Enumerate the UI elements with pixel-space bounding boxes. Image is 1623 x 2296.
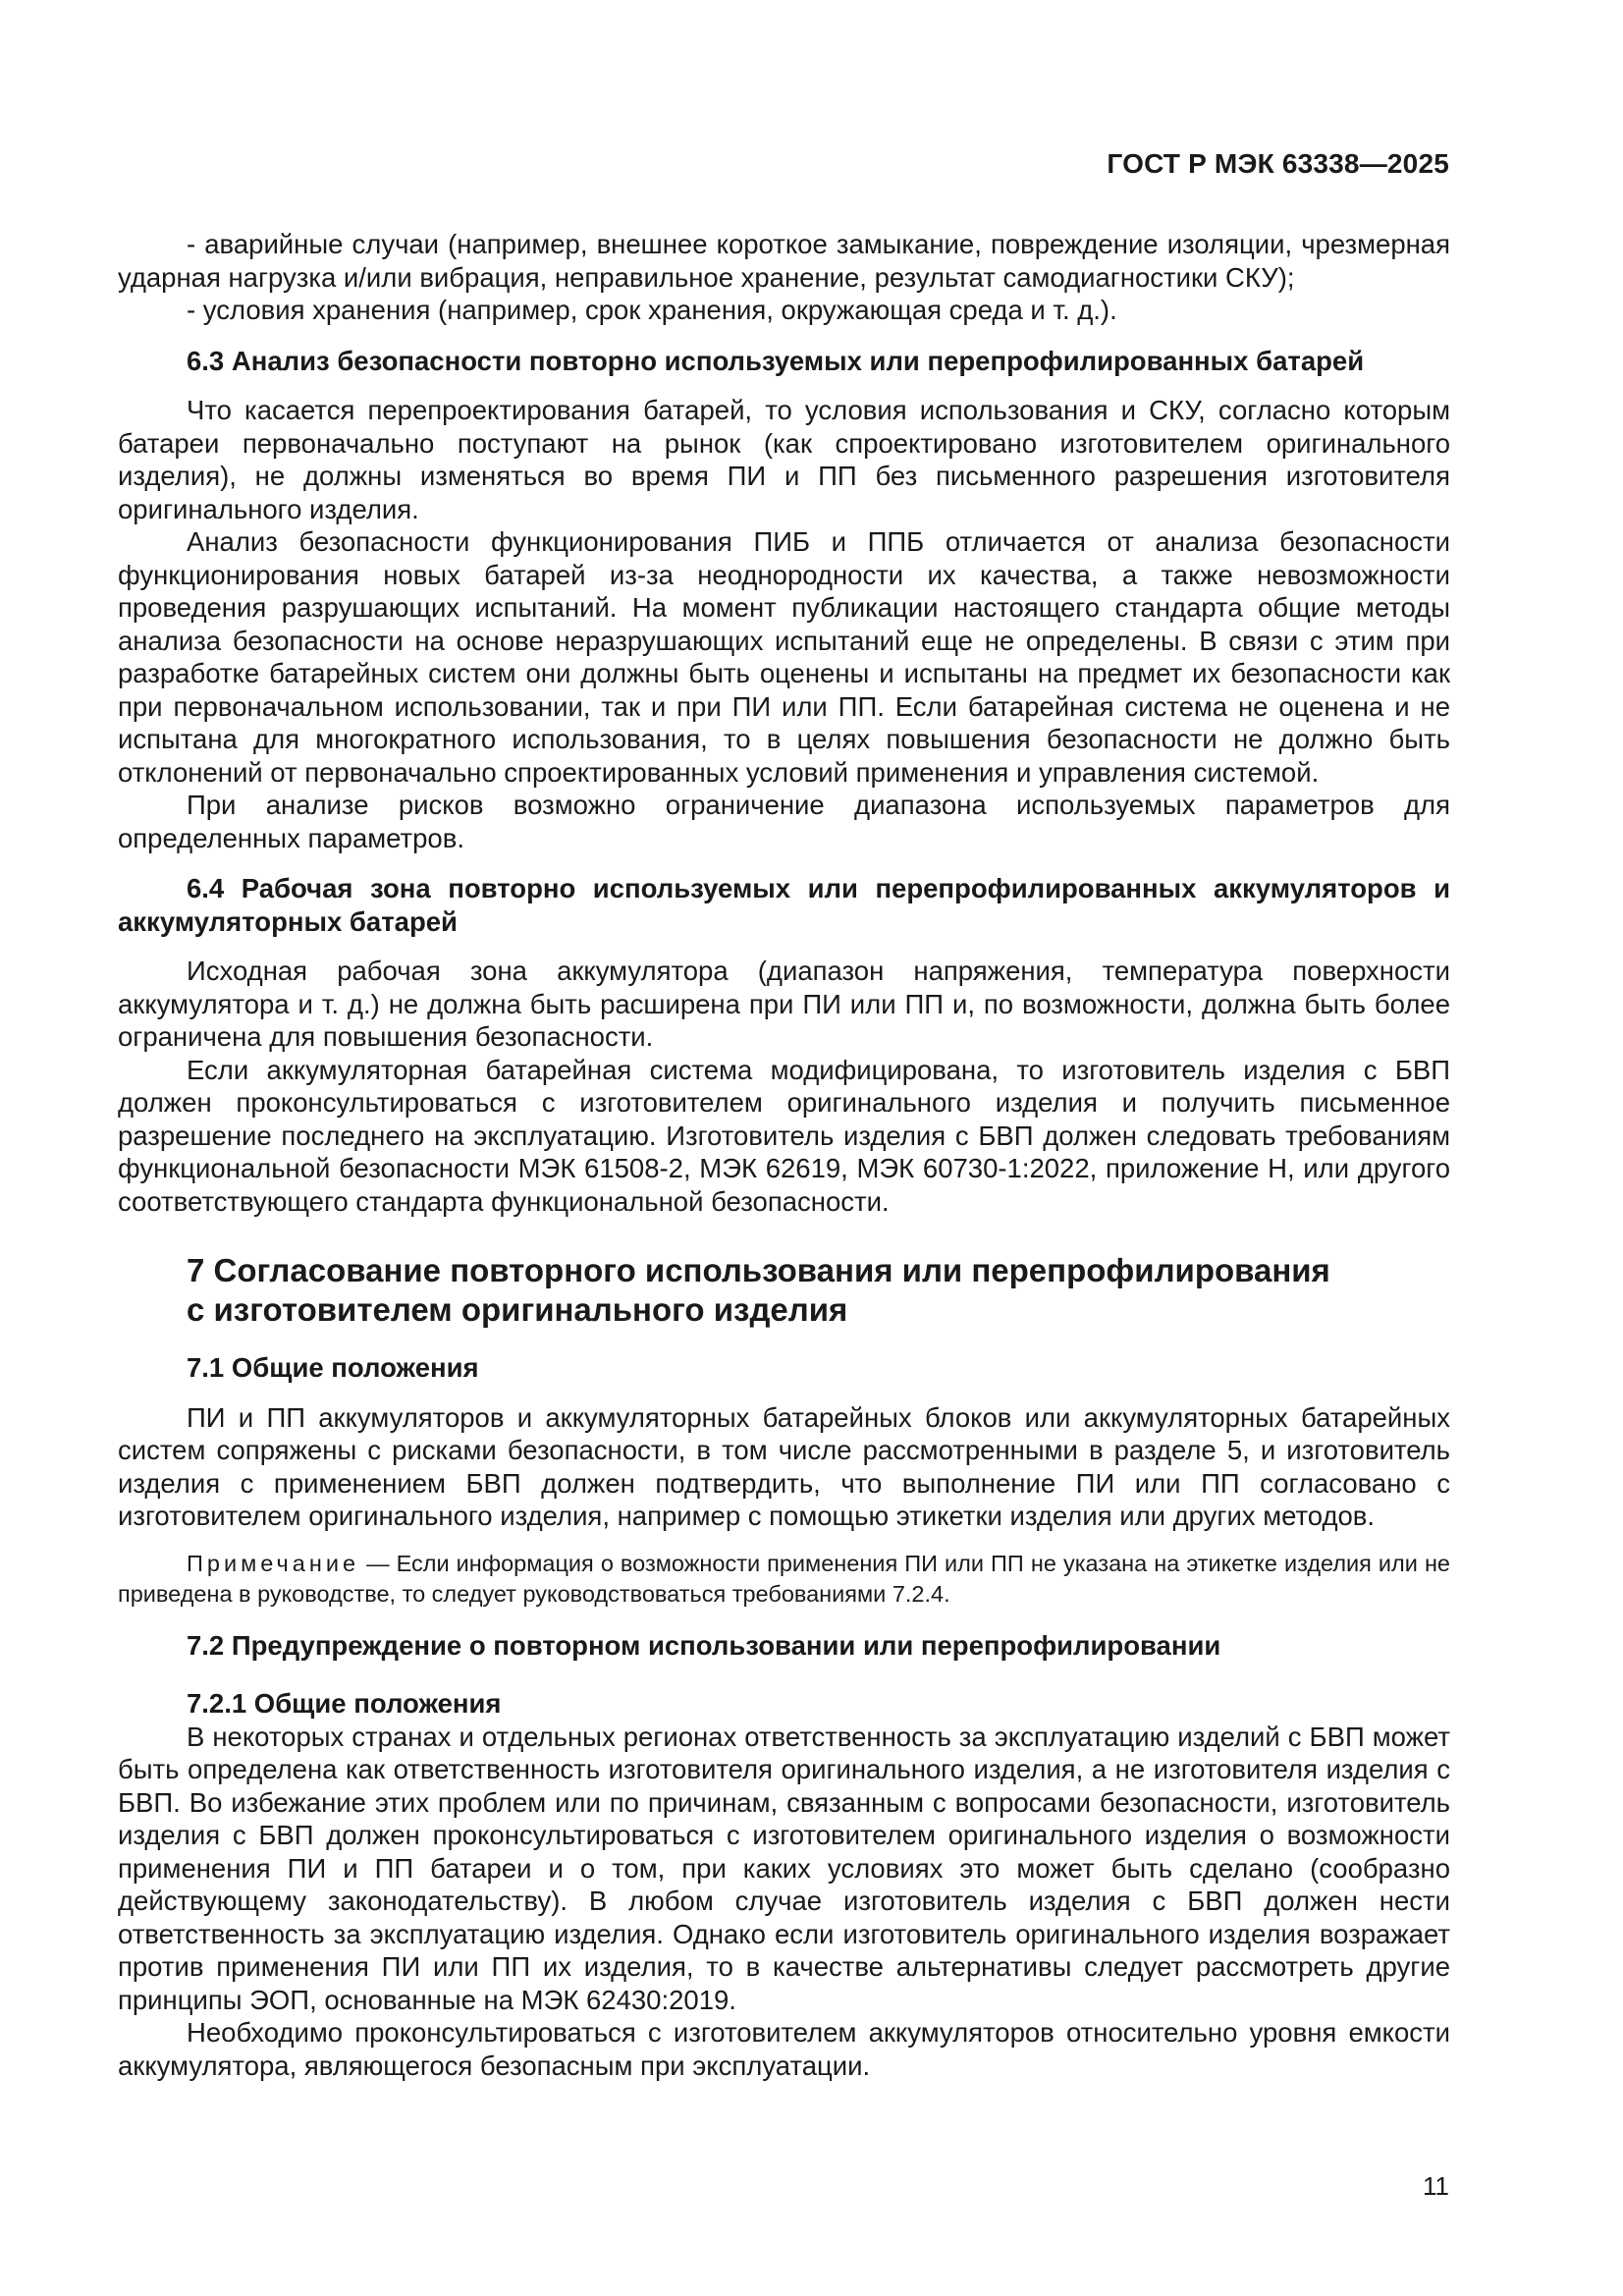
page-number: 11 — [1423, 2171, 1449, 2201]
document-body — [118, 228, 1450, 2082]
paragraph: В некоторых странах и отдельных регионах ответственность за эксплуатацию изделий с БВП может быть определена как ответственность изготовителя оригинального изделия, а не изготовителя изделия с БВП. Во избежание этих проблем или по причинам, связанным с вопросами безопасности, изготовитель изделия с БВП должен проконсультироваться с изготовителем оригинального изделия о возможности применения ПИ и ПП батареи и о том, при каких условиях это может быть сделано (сообразно действующему законодательству). В любом случае изготовитель изделия с БВП должен нести ответственность за эксплуатацию изделия. Однако если изготовитель оригинального изделия возражает против применения ПИ или ПП их изделия, то в качестве альтернативы следует рассмотреть другие принципы ЭОП, основанные на МЭК 62430:2019. — [118, 1721, 1450, 2015]
section-heading-7-line1: 7 Согласование повторного использования или перепрофилирования — [187, 1252, 1330, 1288]
list-item-emergency: - аварийные случаи (например, внешнее короткое замыкание, повреждение изоляции, чрезмерная ударная нагрузка и/или вибрация, неправильное хранение, результат самодиагностики СКУ); — [118, 229, 1450, 293]
note — [118, 1549, 1450, 1610]
paragraph: Необходимо проконсультироваться с изготовителем аккумуляторов относительно уровня емкости аккумулятора, являющегося безопасным при эксплуатации. — [118, 2017, 1450, 2081]
note-label: Примечание — [187, 1550, 360, 1576]
section-heading-7 — [187, 1251, 1450, 1330]
paragraph: Что касается перепроектирования батарей, то условия использования и СКУ, согласно которым батареи первоначально поступают на рынок (как спроектировано изготовителем оригинального изделия), не должны изменяться во время ПИ и ПП без письменного разрешения изготовителя оригинального изделия. — [118, 395, 1450, 524]
paragraph: ПИ и ПП аккумуляторов и аккумуляторных батарейных блоков или аккумуляторных батарейных систем сопряжены с рисками безопасности, в том числе рассмотренными в разделе 5, и изготовитель изделия с применением БВП должен подтвердить, что выполнение ПИ или ПП согласовано с изготовителем оригинального изделия, например с помощью этикетки изделия или других методов. — [118, 1401, 1450, 1531]
note-text: — Если информация о возможности применения ПИ или ПП не указана на этикетке изделия или не приведена в руководстве, то следует руководствоваться требованиями 7.2.4. — [118, 1550, 1450, 1607]
paragraph: Если аккумуляторная батарейная система модифицирована, то изготовитель изделия с БВП должен проконсультироваться с изготовителем оригинального изделия и получить письменное разрешение последнего на эксплуатацию. Изготовитель изделия с БВП должен следовать требованиям функциональной безопасности МЭК 61508-2, МЭК 62619, МЭК 60730-1:2022, приложение Н, или другого соответствующего стандарта функциональной безопасности. — [118, 1054, 1450, 1217]
section-heading-7-line2: с изготовителем оригинального изделия — [187, 1291, 848, 1328]
section-heading-7-2: 7.2 Предупреждение о повторном использовании или перепрофилировании — [187, 1629, 1221, 1661]
document-header: ГОСТ Р МЭК 63338—2025 — [1107, 148, 1449, 179]
list-item-storage: - условия хранения (например, срок хранения, окружающая среда и т. д.). — [187, 295, 1117, 325]
paragraph: Исходная рабочая зона аккумулятора (диапазон напряжения, температура поверхности аккумулятора и т. д.) не должна быть расширена при ПИ или ПП и, по возможности, должна быть более ограничена для повышения безопасности. — [118, 956, 1450, 1052]
section-heading-6-3: 6.3 Анализ безопасности повторно используемых или перепрофилированных батарей — [187, 345, 1365, 376]
section-heading-6-4: 6.4 Рабочая зона повторно используемых или перепрофилированных аккумуляторов и аккумуляторных батарей — [118, 873, 1450, 937]
section-heading-7-2-1: 7.2.1 Общие положения — [187, 1688, 502, 1719]
paragraph: При анализе рисков возможно ограничение диапазона используемых параметров для определенных параметров. — [118, 790, 1450, 853]
paragraph: Анализ безопасности функционирования ПИБ и ППБ отличается от анализа безопасности функционирования новых батарей из-за неоднородности их качества, а также невозможности проведения разрушающих испытаний. На момент публикации настоящего стандарта общие методы анализа безопасности на основе неразрушающих испытаний еще не определены. В связи с этим при разработке батарейных систем они должны быть оценены и испытаны на предмет их безопасности как при первоначальном использовании, так и при ПИ или ПП. Если батарейная система не оценена и не испытана для многократного использования, то в целях повышения безопасности не должно быть отклонений от первоначально спроектированных условий применения и управления системой. — [118, 526, 1450, 788]
section-heading-7-1: 7.1 Общие положения — [187, 1352, 479, 1383]
